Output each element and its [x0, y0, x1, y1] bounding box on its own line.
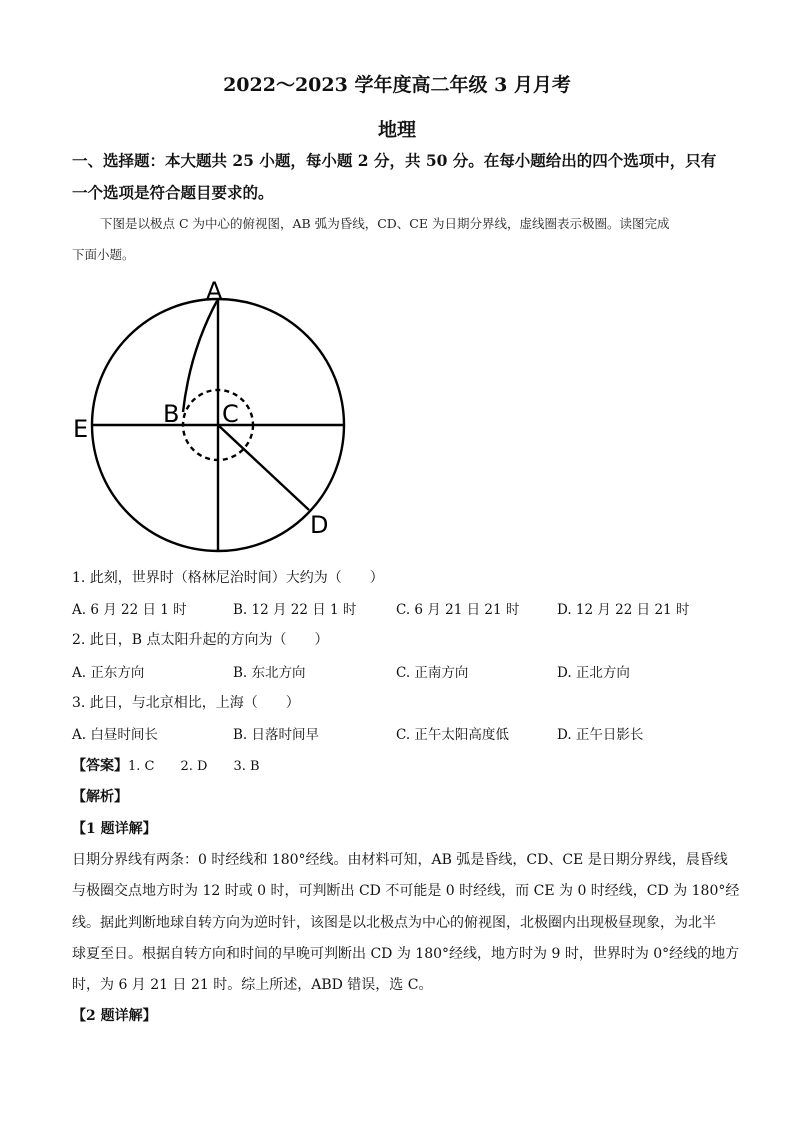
question-2-option-b: B. 东北方向 — [233, 665, 306, 681]
section-heading-line-1: 一、选择题：本大题共 25 小题，每小题 2 分，共 50 分。在每小题给出的四个选项中，只有 — [72, 151, 717, 170]
detail-1-line-5: 时，为 6 月 21 日 21 时。综上所述，ABD 错误，选 C。 — [72, 977, 433, 993]
analysis-label: 【解析】 — [72, 789, 128, 805]
label-e: E — [73, 415, 89, 443]
intro-line-2: 下面小题。 — [72, 247, 135, 262]
intro-line-1: 下图是以极点 C 为中心的俯视图，AB 弧为昏线，CD、CE 为日期分界线，虚线圈表示极圈。读图完成 — [100, 216, 670, 231]
label-b: B — [163, 400, 180, 428]
question-3-stem: 3. 此日，与北京相比，上海（ ） — [72, 695, 300, 711]
detail-1-line-4: 球夏至日。根据自转方向和时间的早晚可判断出 CD 为 180°经线，地方时为 9 时，世界时为 0°经线的地方 — [72, 946, 740, 962]
polar-view-figure — [60, 270, 380, 565]
label-a: A — [206, 277, 223, 305]
question-3-option-b: B. 日落时间早 — [233, 727, 320, 743]
line-cd — [218, 425, 309, 510]
label-c: C — [222, 400, 239, 428]
question-2-option-a: A. 正东方向 — [72, 665, 145, 681]
detail-1-line-2: 与极圈交点地方时为 12 时或 0 时，可判断出 CD 不可能是 0 时经线，而 CE 为 0 时经线，CD 为 180°经 — [72, 883, 740, 899]
question-3-option-d: D. 正午日影长 — [557, 727, 644, 743]
question-2-stem: 2. 此日，B 点太阳升起的方向为（ ） — [72, 632, 329, 648]
answer-label: 【答案】 — [72, 758, 128, 774]
question-1-stem: 1. 此刻，世界时（格林尼治时间）大约为（ ） — [72, 570, 384, 586]
question-3-option-a: A. 白昼时间长 — [72, 727, 158, 743]
section-heading-line-2: 一个选项是符合题目要求的。 — [72, 183, 274, 202]
detail-1-line-3: 线。据此判断地球自转方向为逆时针，该图是以北极点为中心的俯视图，北极圈内出现极昼现象，为北半 — [72, 915, 716, 931]
page-title: 2022～2023 学年度高二年级 3 月月考 — [223, 74, 571, 96]
detail-1-heading: 【1 题详解】 — [72, 821, 157, 837]
question-1-option-c: C. 6 月 21 日 21 时 — [396, 602, 520, 618]
question-2-option-c: C. 正南方向 — [396, 665, 469, 681]
detail-1-line-1: 日期分界线有两条：0 时经线和 180°经线。由材料可知，AB 弧是昏线，CD、CE 是日期分界线，晨昏线 — [72, 852, 728, 868]
question-1-option-a: A. 6 月 22 日 1 时 — [72, 602, 187, 618]
question-3-option-c: C. 正午太阳高度低 — [396, 727, 509, 743]
label-d: D — [310, 511, 329, 539]
question-2-option-d: D. 正北方向 — [557, 665, 630, 681]
answer-text: 1. C 2. D 3. B — [128, 759, 260, 774]
question-1-option-b: B. 12 月 22 日 1 时 — [233, 602, 357, 618]
detail-2-heading: 【2 题详解】 — [72, 1008, 157, 1024]
question-1-option-d: D. 12 月 22 日 21 时 — [557, 602, 690, 618]
answer-line — [72, 755, 260, 775]
subject-title: 地理 — [377, 119, 416, 141]
